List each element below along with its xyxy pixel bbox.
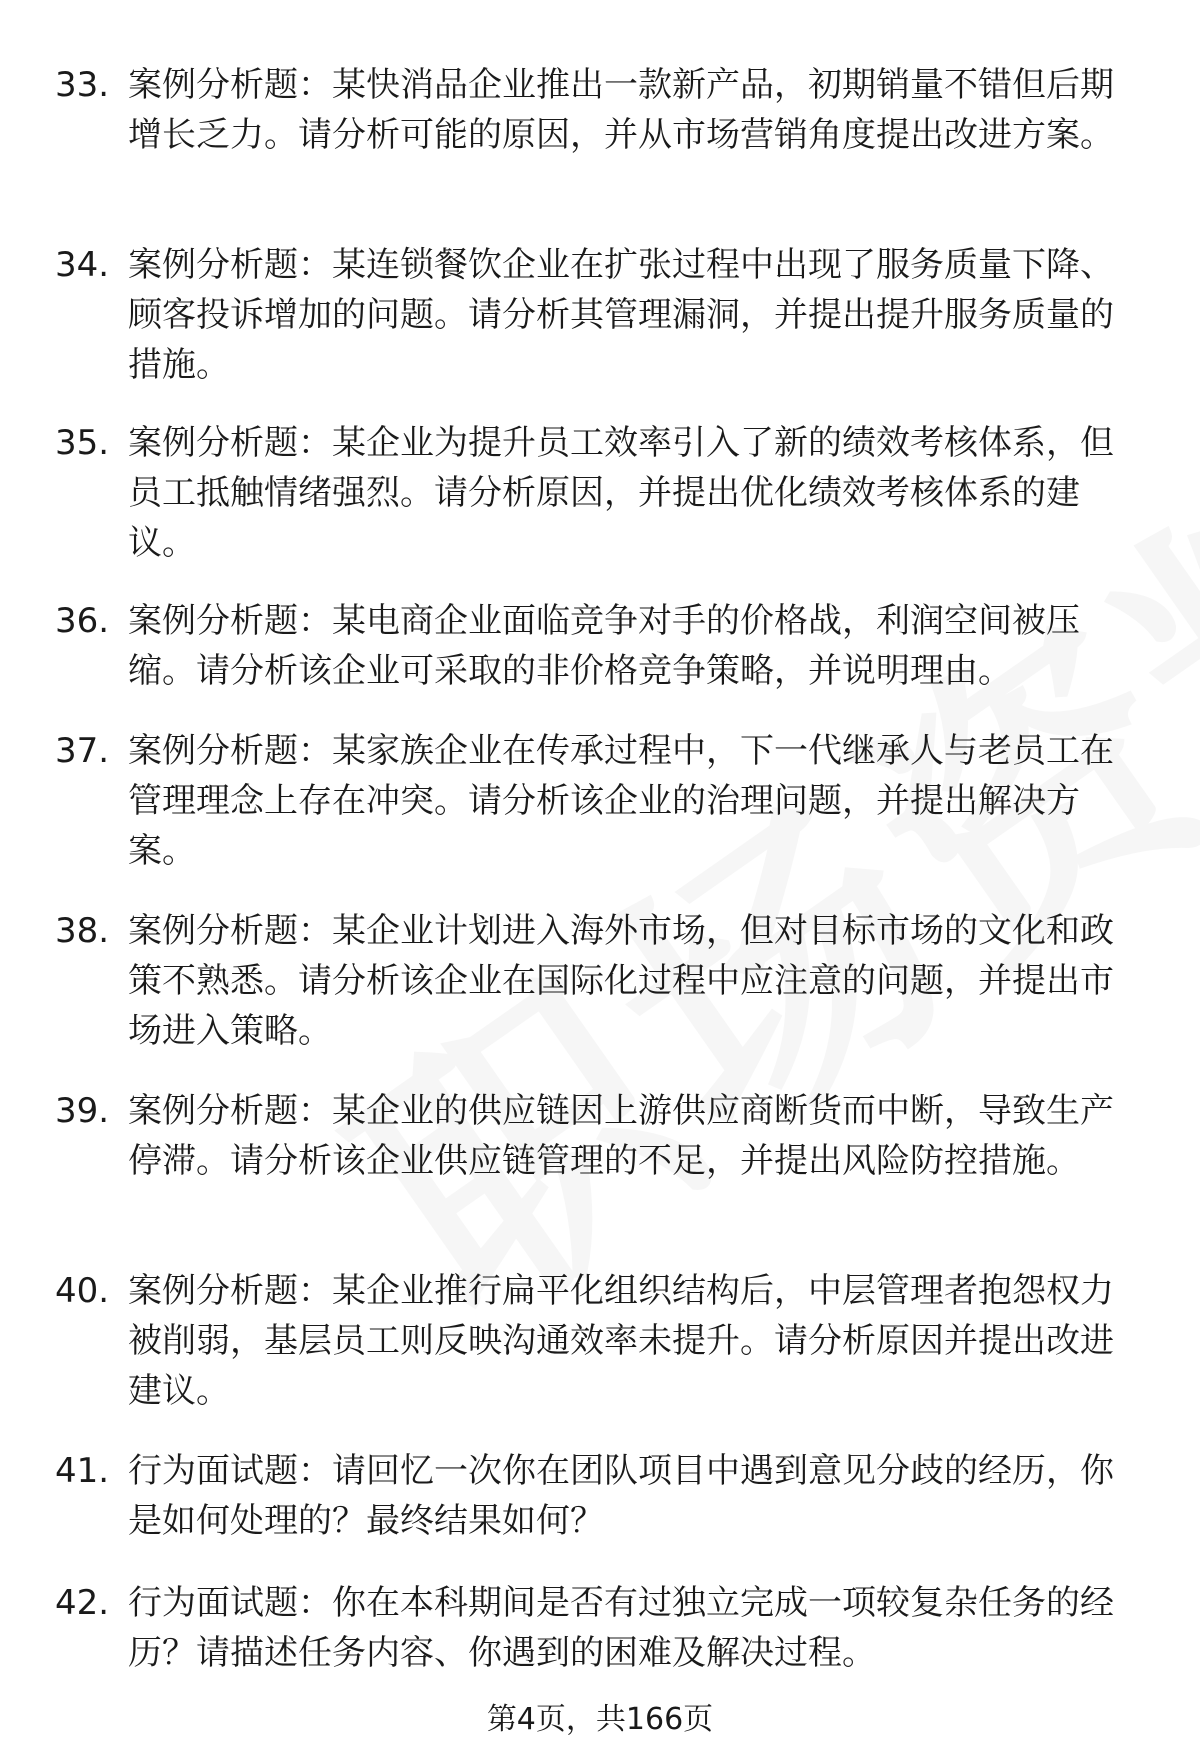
question-text: 案例分析题：某电商企业面临竞争对手的价格战，利润空间被压缩。请分析该企业可采取的非价格竞争策略，并说明理由。 (128, 601, 1080, 691)
question-number: 34. (55, 245, 110, 285)
question-text: 案例分析题：某企业的供应链因上游供应商断货而中断，导致生产停滞。请分析该企业供应链管理的不足，并提出风险防控措施。 (128, 1091, 1114, 1181)
question-number: 41. (55, 1451, 110, 1491)
question-number: 35. (55, 423, 110, 463)
question-text: 案例分析题：某企业推行扁平化组织结构后，中层管理者抱怨权力被削弱，基层员工则反映沟通效率未提升。请分析原因并提出改进建议。 (128, 1271, 1114, 1411)
question-text: 案例分析题：某快消品企业推出一款新产品，初期销量不错但后期增长乏力。请分析可能的原因，并从市场营销角度提出改进方案。 (128, 65, 1114, 155)
question-number: 36. (55, 601, 110, 641)
question-text: 案例分析题：某企业计划进入海外市场，但对目标市场的文化和政策不熟悉。请分析该企业在国际化过程中应注意的问题，并提出市场进入策略。 (128, 911, 1114, 1051)
question-text: 行为面试题：请回忆一次你在团队项目中遇到意见分歧的经历，你是如何处理的？最终结果如何？ (128, 1451, 1114, 1541)
question-number: 42. (55, 1583, 110, 1623)
question-number: 40. (55, 1271, 110, 1311)
question-number: 38. (55, 911, 110, 951)
question-number: 39. (55, 1091, 110, 1131)
question-number: 33. (55, 65, 110, 105)
question-text: 案例分析题：某连锁餐饮企业在扩张过程中出现了服务质量下降、顾客投诉增加的问题。请分析其管理漏洞，并提出提升服务质量的措施。 (128, 245, 1114, 385)
question-text: 案例分析题：某家族企业在传承过程中，下一代继承人与老员工在管理理念上存在冲突。请分析该企业的治理问题，并提出解决方案。 (128, 731, 1114, 871)
question-text: 行为面试题：你在本科期间是否有过独立完成一项较复杂任务的经历？请描述任务内容、你遇到的困难及解决过程。 (128, 1583, 1114, 1673)
question-text: 案例分析题：某企业为提升员工效率引入了新的绩效考核体系，但员工抵触情绪强烈。请分析原因，并提出优化绩效考核体系的建议。 (128, 423, 1114, 563)
page-footer: 第4页，共166页 (486, 1702, 714, 1737)
question-number: 37. (55, 731, 110, 771)
